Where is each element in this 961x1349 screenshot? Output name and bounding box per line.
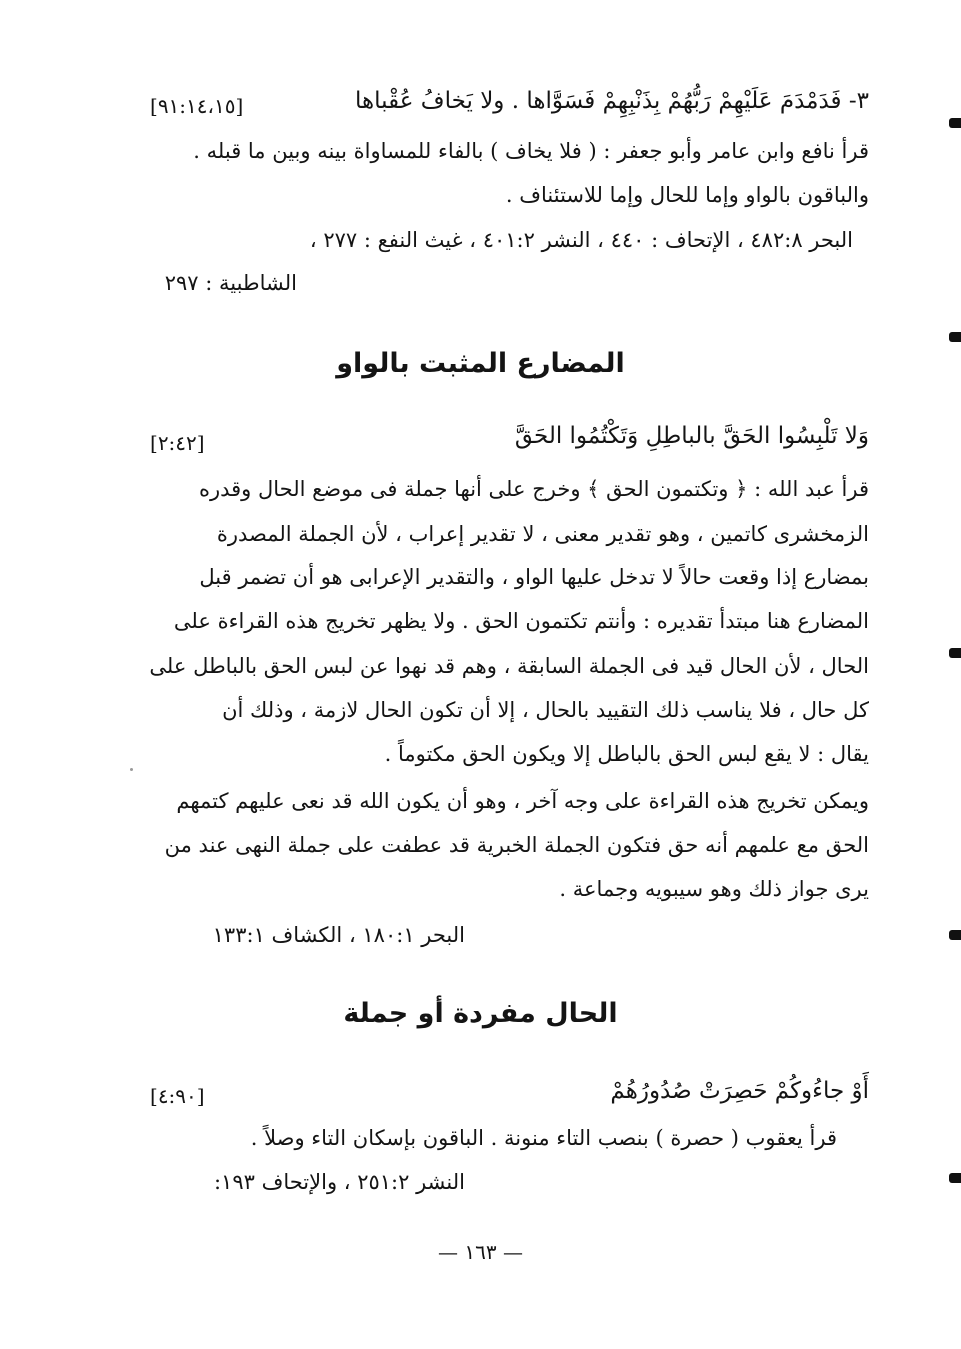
verse-line: أَوْ جاءُوكُمْ حَصِرَتْ صُدُورُهُمْ bbox=[610, 1078, 869, 1104]
citation-line: البحر ٤٨٢:٨ ، الإتحاف : ٤٤٠ ، النشر ٤٠١:٢ ، غيث النفع : ٢٧٧ ، bbox=[309, 228, 853, 252]
verse-line: وَلا تَلْبِسُوا الحَقَّ بالباطِلِ وَتَكْتُمُوا الحَقَّ bbox=[514, 423, 869, 449]
text-line: بمضارع إذا وقعت حالاً لا تدخل عليها الواو ، والتقدير الإعرابى هو أن تضمر قبل bbox=[199, 565, 869, 589]
text-line: الحال ، لأن الحال قيد فى الجملة السابقة ، وهم قد نهوا عن لبس الحق بالباطل على bbox=[149, 654, 869, 678]
section-heading: الحال مفردة أو جملة bbox=[343, 998, 618, 1029]
citation-line: الشاطبية : ٢٩٧ bbox=[164, 271, 297, 295]
text-line: ويمكن تخريج هذه القراءة على وجه آخر ، وهو أن يكون الله قد نعى عليهم كتمهم bbox=[176, 789, 869, 813]
scan-edge-mark bbox=[949, 1173, 961, 1183]
scan-edge-mark bbox=[949, 930, 961, 940]
verse-reference: [٩١:١٤،١٥] bbox=[150, 94, 244, 118]
citation-line: البحر ١٨٠:١ ، الكشاف ١٣٣:١ bbox=[212, 923, 465, 947]
text-line: يرى جواز ذلك وهو سيبويه وجماعة . bbox=[559, 877, 869, 901]
text-line: كل حال ، فلا يناسب ذلك التقييد بالحال ، إلا أن تكون الحال لازمة ، وذلك أن bbox=[222, 698, 869, 722]
scan-edge-mark bbox=[949, 118, 961, 128]
text-line: الزمخشرى كاتمين ، وهو تقدير معنى ، لا تقدير إعراب ، لأن الجملة المصدرة bbox=[216, 522, 869, 546]
page-number: — ١٦٣ — bbox=[438, 1240, 523, 1264]
text-line: قرأ عبد الله : ﴿ وتكتمون الحق ﴾ وخرج على أنها جملة فى موضع الحال وقدره bbox=[198, 477, 869, 501]
text-line: قرأ نافع وابن عامر وأبو جعفر : ( فلا يخاف ) بالفاء للمساواة بينه وبين ما قبله . bbox=[193, 139, 869, 163]
text-line: يقال : لا يقع لبس الحق بالباطل إلا ويكون الحق مكتوماً . bbox=[384, 742, 869, 766]
text-line: قرأ يعقوب ( حصرة ) بنصب التاء منونة . الباقون بإسكان التاء وصلاً . bbox=[250, 1126, 837, 1150]
verse-reference: [٢:٤٢] bbox=[150, 431, 205, 455]
citation-line: النشر ٢٥١:٢ ، والإتحاف ١٩٣: bbox=[213, 1170, 465, 1194]
text-line: والباقون بالواو وإما للحال وإما للاستئناف . bbox=[505, 183, 869, 207]
scan-edge-mark bbox=[949, 648, 961, 658]
text-line: المضارع هنا مبتدأ تقديره : وأنتم تكتمون الحق . ولا يظهر تخريج هذه القراءة على bbox=[173, 609, 869, 633]
verse-line: ٣- فَدَمْدَمَ عَلَيْهِمْ رَبُّهُمْ بِذَنْبِهِمْ فَسَوَّاها . ولا يَخافُ عُقْباها bbox=[355, 88, 869, 114]
section-heading: المضارع المثبت بالواو bbox=[336, 348, 625, 379]
scan-edge-mark bbox=[949, 332, 961, 342]
text-line: الحق مع علمهم أنه حق فتكون الجملة الخبرية قد عطفت على جملة النهى عند من bbox=[164, 833, 869, 857]
scan-speck bbox=[130, 768, 133, 771]
verse-reference: [٤:٩٠] bbox=[150, 1084, 205, 1108]
